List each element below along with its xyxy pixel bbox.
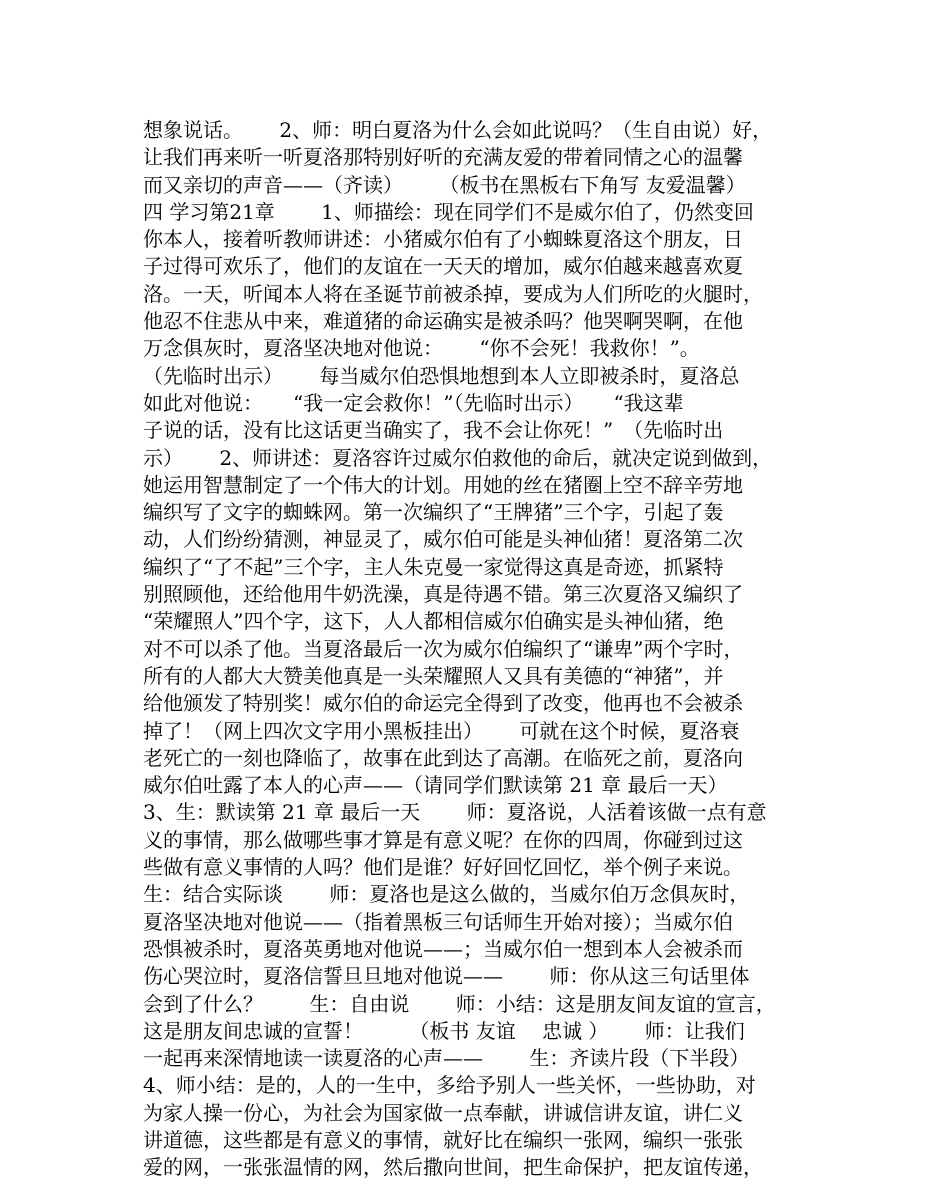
text-line: 些做有意义事情的人吗？他们是谁？好好回忆回忆，举个例子来说。 xyxy=(143,855,743,880)
text-line: 给他颁发了特别奖！威尔伯的命运完全得到了改变，他再也不会被杀 xyxy=(143,691,743,716)
text-line: 义的事情，那么做哪些事才算是有意义呢？在你的四周，你碰到过这 xyxy=(143,827,743,852)
text-line: 四 学习第21章 1、师描绘：现在同学们不是威尔伯了，仍然变回 xyxy=(143,199,754,224)
text-line: 伤心哭泣时，夏洛信誓旦旦地对他说—— 师：你从这三句话里体 xyxy=(143,964,750,989)
text-line: 让我们再来听一听夏洛那特别好听的充满友爱的带着同情之心的温馨 xyxy=(143,145,743,170)
text-line: 夏洛坚决地对他说——（指着黑板三句话师生开始对接）；当威尔伯 xyxy=(143,909,733,934)
text-line: 动，人们纷纷猜测，神显灵了，威尔伯可能是头神仙猪！夏洛第二次 xyxy=(143,527,743,552)
text-line: “荣耀照人”四个字，这下，人人都相信威尔伯确实是头神仙猪，绝 xyxy=(143,609,724,634)
text-line: 3、生：默读第 21 章 最后一天 师：夏洛说，人活着该做一点有意 xyxy=(143,800,767,825)
text-line: 你本人，接着听教师讲述：小猪威尔伯有了小蜘蛛夏洛这个朋友，日 xyxy=(143,227,743,252)
text-line: 这是朋友间忠诚的宣誓！ （板书 友谊 忠诚 ） 师：让我们 xyxy=(143,1018,745,1043)
text-line: 一起再来深情地读一读夏洛的心声—— 生：齐读片段（下半段） xyxy=(143,1046,750,1071)
text-line: 会到了什么？ 生：自由说 师：小结：这是朋友间友谊的宣言， xyxy=(143,991,776,1016)
text-line: 编织了“了不起”三个字，主人朱克曼一家觉得这真是奇迹，抓紧特 xyxy=(143,554,724,579)
text-line: 掉了！（网上四次文字用小黑板挂出） 可就在这个时候，夏洛衰 xyxy=(143,718,740,743)
text-line: （先临时出示） 每当威尔伯恐惧地想到本人立即被杀时，夏洛总 xyxy=(143,363,740,388)
text-line: 对不可以杀了他。当夏洛最后一次为威尔伯编织了“谦卑”两个字时， xyxy=(143,636,744,661)
text-line: 讲道德，这些都是有意义的事情，就好比在编织一张网，编织一张张 xyxy=(143,1127,743,1152)
text-line: 示） 2、师讲述：夏洛容许过威尔伯救他的命后，就决定说到做到， xyxy=(143,445,773,470)
text-line: 生：结合实际谈 师：夏洛也是这么做的，当威尔伯万念俱灰时， xyxy=(143,882,750,907)
document-body xyxy=(143,117,823,1182)
text-line: 如此对他说： “我一定会救你！”（先临时出示） “我这辈 xyxy=(143,390,684,415)
text-line: 别照顾他，还给他用牛奶洗澡，真是待遇不错。第三次夏洛又编织了 xyxy=(143,582,743,607)
text-line: 编织写了文字的蜘蛛网。第一次编织了“王牌猪”三个字，引起了轰 xyxy=(143,500,724,525)
text-line: 4、师小结：是的，人的一生中，多给予别人一些关怀，一些协助，对 xyxy=(143,1073,756,1098)
text-line: 爱的网，一张张温情的网，然后撒向世间，把生命保护，把友谊传递， xyxy=(143,1155,763,1180)
text-line: 洛。一天，听闻本人将在圣诞节前被杀掉，要成为人们所吃的火腿时， xyxy=(143,281,763,306)
text-line: 万念俱灰时，夏洛坚决地对他说： “你不会死！我救你！”。 xyxy=(143,336,700,361)
text-line: 而又亲切的声音——（齐读） （板书在黑板右下角写 友爱温馨） xyxy=(143,172,746,197)
text-line: 所有的人都大大赞美他真是一头荣耀照人又具有美德的“神猪”，并 xyxy=(143,663,724,688)
text-line: 想象说话。 2、师：明白夏洛为什么会如此说吗？（生自由说）好， xyxy=(143,118,773,142)
text-line: 老死亡的一刻也降临了，故事在此到达了高潮。在临死之前，夏洛向 xyxy=(143,745,743,770)
text-line: 子过得可欢乐了，他们的友谊在一天天的增加，威尔伯越来越喜欢夏 xyxy=(143,254,743,279)
text-line: 恐惧被杀时，夏洛英勇地对他说——；当威尔伯一想到本人会被杀而 xyxy=(143,936,743,961)
text-line: 为家人操一份心，为社会为国家做一点奉献，讲诚信讲友谊，讲仁义 xyxy=(143,1100,743,1125)
text-line: 她运用智慧制定了一个伟大的计划。用她的丝在猪圈上空不辞辛劳地 xyxy=(143,472,743,497)
text-line: 威尔伯吐露了本人的心声——（请同学们默读第 21 章 最后一天） xyxy=(143,773,728,798)
text-line: 子说的话，没有比这话更当确实了，我不会让你死！” （先临时出 xyxy=(143,418,724,443)
text-line: 他忍不住悲从中来，难道猪的命运确实是被杀吗？他哭啊哭啊，在他 xyxy=(143,309,743,334)
